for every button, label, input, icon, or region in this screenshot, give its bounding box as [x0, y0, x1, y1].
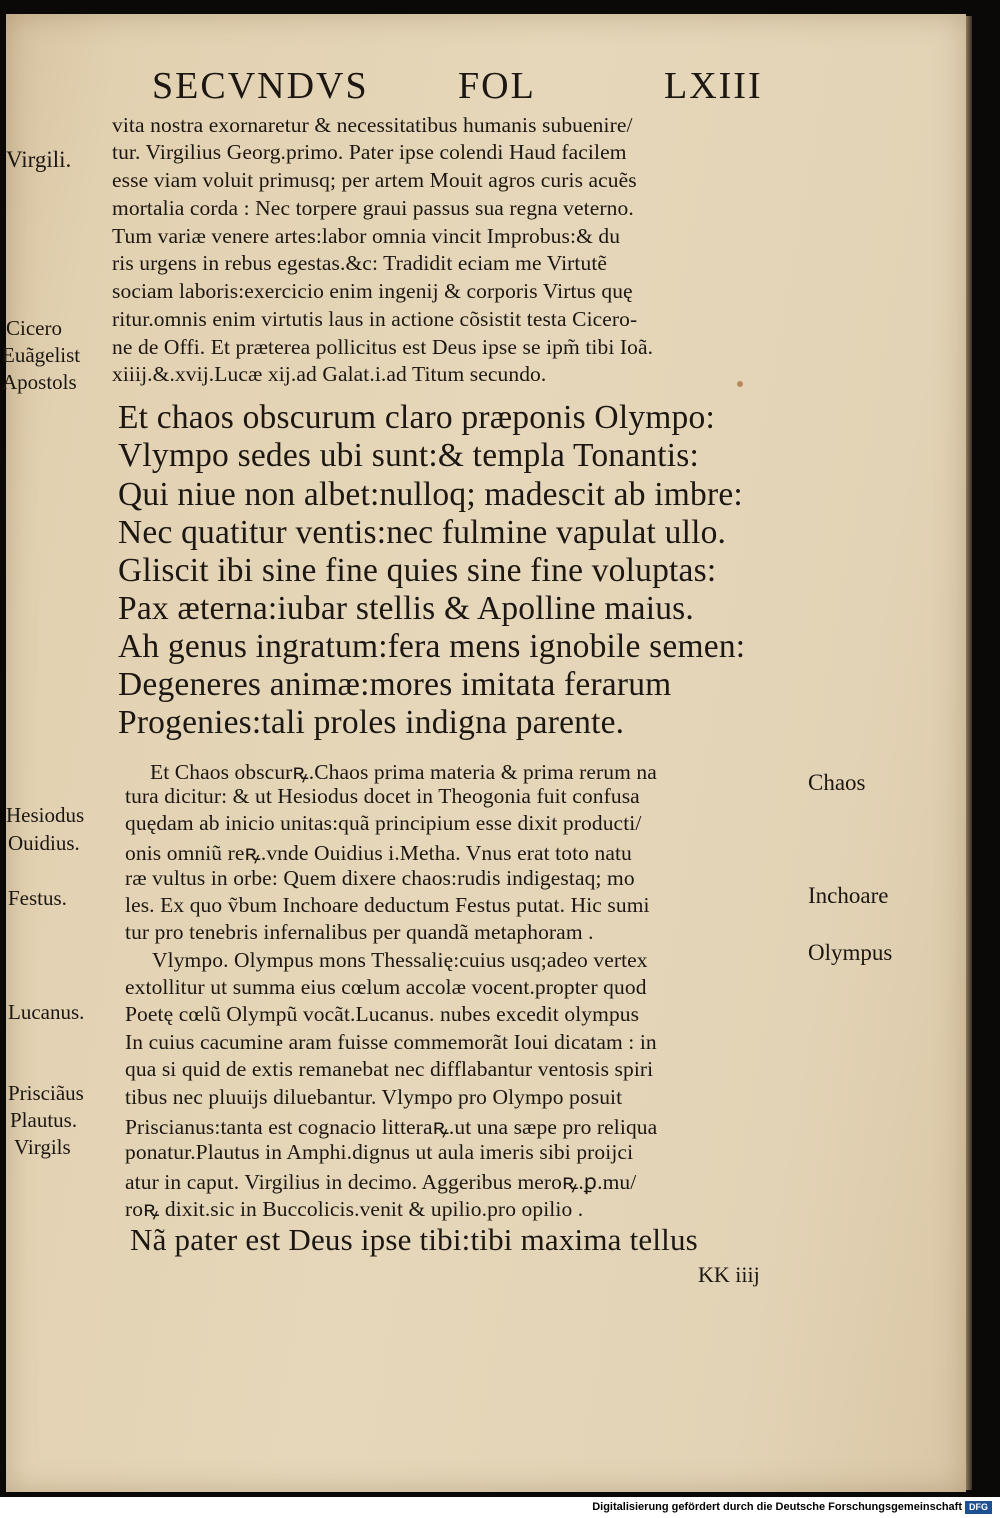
margin-note-olympus: Olympus: [808, 940, 893, 965]
margin-note-virgils: Virgils: [14, 1135, 71, 1159]
dfg-logo: DFG: [965, 1501, 992, 1514]
text-line: Vlympo. Olympus mons Thessalię:cuius usq;adeo vertex: [152, 948, 648, 972]
text-line: ne de Offi. Et præterea pollicitus est Deus ipse se ipm̃ tibi Ioã.: [112, 335, 654, 359]
text-line: Et Chaos obscurꝶ.Chaos prima materia & prima rerum na: [150, 760, 657, 784]
verse-line: Ah genus ingratum:fera mens ignobile semen:: [118, 628, 746, 665]
text-line: ris urgens in rebus egestas.&c: Tradidit eciam me Virtutẽ: [112, 251, 608, 275]
text-line: qua si quid de extis remanebat nec difflabantur ventosis spiri: [125, 1057, 654, 1081]
text-line: esse viam voluit primusq; per artem Mouit agros curis acuẽs: [112, 168, 637, 192]
text-line: tur. Virgilius Georg.primo. Pater ipse colendi Haud facilem: [112, 140, 627, 164]
text-line: Poetę cœlũ Olympũ vocãt.Lucanus. nubes excedit olympus: [125, 1002, 640, 1026]
text-line: atur in caput. Virgilius in decimo. Aggeribus meroꝶ.ꝑ.mu/: [125, 1170, 637, 1194]
signature-mark: KK iiij: [698, 1262, 760, 1287]
margin-note-hesiodus: Hesiodus: [6, 803, 85, 827]
text-line: tur pro tenebris infernalibus per quandã metaphoram .: [125, 920, 594, 944]
margin-note-lucanus: Lucanus.: [8, 1000, 85, 1024]
text-line: ræ vultus in orbe: Quem dixere chaos:rudis indigestaq; mo: [125, 866, 635, 890]
margin-note-plautus: Plautus.: [10, 1108, 78, 1132]
text-line: mortalia corda : Nec torpere graui passus sua regna veterno.: [112, 196, 634, 220]
text-line: In cuius cacumine aram fuisse commemorãt Ioui dicatam : in: [125, 1030, 657, 1054]
verse-line: Progenies:tali proles indigna parente.: [118, 704, 625, 741]
margin-note-ouidius: Ouidius.: [8, 831, 80, 855]
funding-credit: Digitalisierung gefördert durch die Deutsche Forschungsgemeinschaft: [592, 1501, 962, 1513]
verse-line: Et chaos obscurum claro præponis Olympo:: [118, 399, 715, 436]
header-center: FOL: [458, 65, 536, 107]
verse-line: Degeneres animæ:mores imitata ferarum: [118, 666, 672, 703]
verse-line: Gliscit ibi sine fine quies sine fine voluptas:: [118, 552, 717, 589]
text-line: xiiij.&.xvij.Lucæ xij.ad Galat.i.ad Titum secundo.: [112, 362, 547, 386]
verse-line: Qui niue non albet:nulloq; madescit ab imbre:: [118, 476, 743, 513]
text-line: ponatur.Plautus in Amphi.dignus ut aula imeris sibi proijci: [125, 1140, 634, 1164]
margin-note-cicero: Cicero: [6, 316, 62, 340]
text-line: roꝶ dixit.sic in Buccolicis.venit & upilio.pro opilio .: [125, 1197, 584, 1221]
margin-note-euagelist: Euãgelist: [2, 343, 81, 367]
margin-note-festus: Festus.: [8, 886, 67, 910]
text-line: onis omniũ reꝶ.vnde Ouidius i.Metha. Vnus erat toto natu: [125, 841, 632, 865]
text-line: vita nostra exornaretur & necessitatibus humanis subuenire/: [112, 113, 633, 137]
text-line: Priscianus:tanta est cognacio litteraꝶ.ut una sæpe pro reliqua: [125, 1115, 658, 1139]
text-line: Tum variæ venere artes:labor omnia vincit Improbus:& du: [112, 224, 621, 248]
verse-line: Vlympo sedes ubi sunt:& templa Tonantis:: [118, 437, 700, 474]
text-line: extollitur ut summa eius cœlum accolæ vocent.propter quod: [125, 975, 647, 999]
margin-note-apostols: Apostols: [2, 370, 77, 394]
header-left: SECVNDVS: [152, 65, 369, 107]
text-line: ritur.omnis enim virtutis laus in actione cõsistit testa Cicero-: [112, 307, 638, 331]
text-line: quędam ab inicio unitas:quã principium esse dixit producti/: [125, 811, 642, 835]
final-verse: Nã pater est Deus ipse tibi:tibi maxima tellus: [130, 1222, 698, 1257]
verse-line: Nec quatitur ventis:nec fulmine vapulat ullo.: [118, 514, 727, 551]
verse-line: Pax æterna:iubar stellis & Apolline maius.: [118, 590, 694, 627]
page-edge: [966, 16, 972, 1490]
ink-spot: [737, 381, 743, 387]
margin-note-inchoare: Inchoare: [808, 883, 889, 908]
text-line: tura dicitur: & ut Hesiodus docet in Theogonia fuit confusa: [125, 784, 640, 808]
margin-note-virgili: Virgili.: [6, 147, 72, 172]
margin-note-priscianus: Prisciãus: [8, 1081, 84, 1105]
text-line: les. Ex quo ṽbum Inchoare deductum Festus putat. Hic sumi: [125, 893, 650, 917]
margin-note-chaos: Chaos: [808, 770, 866, 795]
text-line: tibus nec pluuijs diluebantur. Vlympo pro Olympo posuit: [125, 1085, 623, 1109]
text-line: sociam laboris:exercicio enim ingenij & corporis Virtus quę: [112, 279, 633, 303]
header-folio: LXIII: [664, 65, 763, 107]
